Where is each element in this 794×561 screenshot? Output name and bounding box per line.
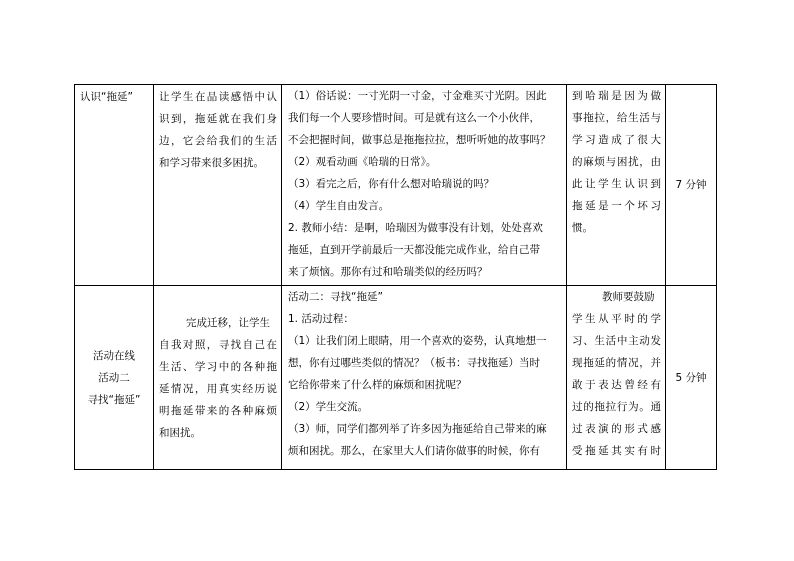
goal-line: 让学生在品读感悟中认 [159, 91, 277, 103]
intent-line: 现拖延的情况，并 [572, 357, 661, 369]
time-value: 7 分钟 [675, 179, 707, 191]
intent-line: 过表演的形式感 [572, 423, 661, 435]
process-cell [282, 286, 567, 470]
intent-cell [567, 286, 666, 470]
activity-cell [75, 286, 154, 470]
intent-line: 到哈瑞是因为做 [572, 90, 661, 102]
goal-line: 边，它会给我们的生活 [159, 135, 277, 147]
goal-cell [154, 85, 282, 286]
intent-line: 学习造成了很大 [572, 134, 661, 146]
intent-line: 教师要鼓励 [602, 291, 655, 303]
goal-line: 和困扰。 [159, 427, 201, 439]
intent-line: 惯。 [572, 222, 593, 234]
process-line: 烦和困扰。那么，在家里大人们请你做事的时候，你有 [288, 445, 540, 457]
intent-line: 过的拖拉行为。通 [572, 401, 661, 413]
process-line: 拖延，直到开学前最后一天都没能完成作业，给自己带 [288, 244, 540, 256]
process-line: 1. 活动过程： [288, 313, 354, 325]
time-cell [666, 286, 717, 470]
process-line: 活动二：寻找“拖延” [288, 291, 383, 303]
process-line: （2）学生交流。 [288, 401, 369, 413]
process-line: 它给你带来了什么样的麻烦和困扰呢？ [288, 379, 467, 391]
process-line: （1）俗话说：一寸光阴一寸金，寸金难买寸光阴。因此 [288, 90, 547, 102]
activity-name: 认识“拖延” [80, 91, 133, 103]
goal-line: 自我对照，寻找自己在 [159, 339, 277, 351]
goal-line: 延情况，用真实经历说 [159, 383, 277, 395]
goal-line: 和学习带来很多困扰。 [159, 157, 264, 169]
table-row [75, 85, 717, 286]
activity-cell [75, 85, 154, 286]
process-line: 我们每一个人要珍惜时间。可是就有这么一个小伙伴， [288, 112, 540, 124]
intent-line: 敢于表达曾经有 [572, 379, 661, 391]
intent-line: 受拖延其实有时 [572, 445, 661, 457]
goal-line: 识到，拖延就在我们身 [159, 113, 277, 125]
intent-line: 学生从平时的学 [572, 313, 661, 325]
process-line: （4）学生自由发言。 [288, 200, 390, 212]
process-line: （3）看完之后，你有什么想对哈瑞说的吗？ [288, 178, 495, 190]
intent-line: 的麻烦与困扰，由 [572, 156, 661, 168]
time-value: 5 分钟 [675, 371, 707, 384]
table-row [75, 286, 717, 470]
goal-line: 明拖延带来的各种麻烦 [159, 405, 277, 417]
activity-name: 活动二 [98, 371, 130, 384]
time-cell [666, 85, 717, 286]
activity-name: 寻找“拖延” [87, 393, 141, 406]
intent-line: 拖延是一个坏习 [572, 200, 661, 212]
intent-line: 此让学生认识到 [572, 178, 661, 190]
intent-line: 事拖拉，给生活与 [572, 112, 661, 124]
process-line: 来了烦恼。那你有过和哈瑞类似的经历吗？ [288, 266, 488, 278]
process-line: （3）师，同学们都列举了许多因为拖延给自己带来的麻 [288, 423, 547, 435]
activity-name: 活动在线 [93, 349, 135, 362]
lesson-plan-table [74, 84, 717, 470]
intent-cell [567, 85, 666, 286]
goal-line: 完成迁移，让学生 [186, 317, 270, 329]
process-line: （1）让我们闭上眼睛，用一个喜欢的姿势，认真地想一 [288, 335, 547, 347]
goal-line: 生活、学习中的各种拖 [159, 361, 277, 373]
process-line: 不会把握时间，做事总是拖拖拉拉，想听听她的故事吗？ [288, 134, 551, 146]
process-cell [282, 85, 567, 286]
process-line: 2. 教师小结：是啊，哈瑞因为做事没有计划，处处喜欢 [288, 222, 543, 234]
goal-cell [154, 286, 282, 470]
intent-line: 习、生活中主动发 [572, 335, 661, 347]
process-line: （2）观看动画《哈瑞的日常》。 [288, 156, 437, 168]
process-line: 想，你有过哪些类似的情况？（板书：寻找拖延）当时 [288, 357, 540, 369]
